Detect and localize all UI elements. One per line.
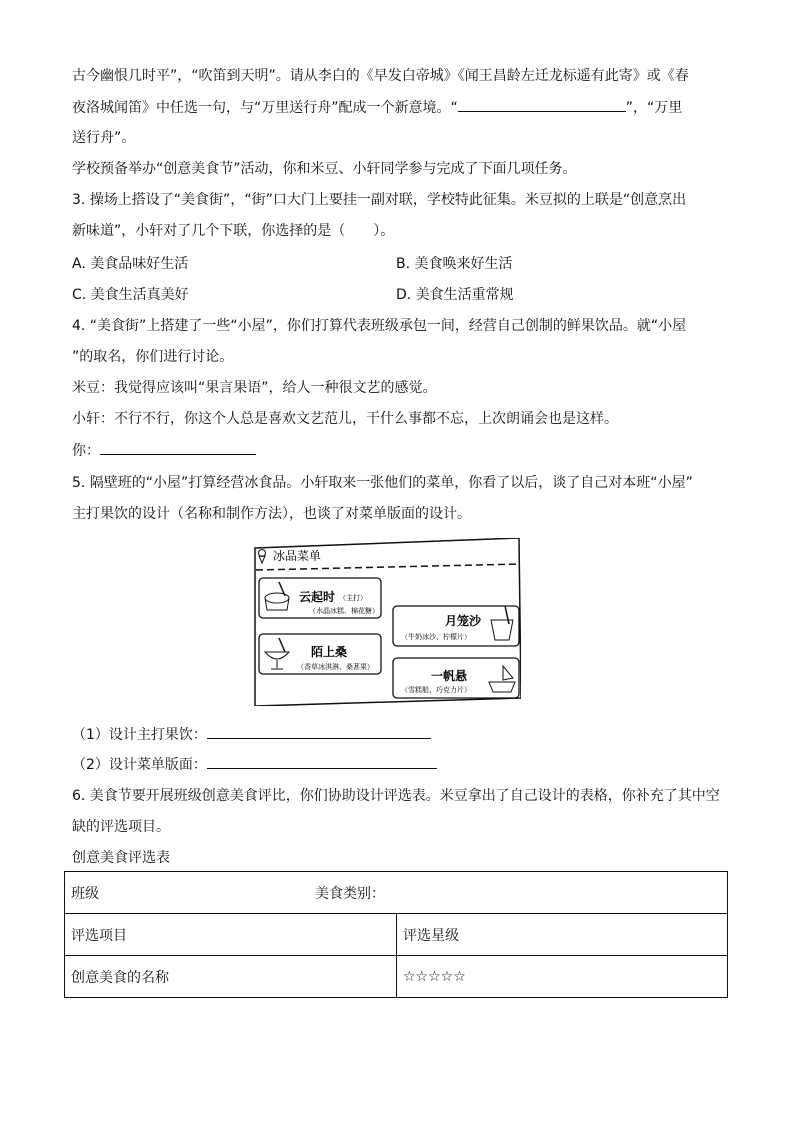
passage-text: ”，“万里 (625, 100, 683, 116)
table-cell-item: 创意美食的名称 (65, 956, 397, 998)
class-label: 班级 (71, 885, 99, 902)
passage-line: 送行舟”。 (72, 130, 136, 146)
option-b[interactable]: B. 美食唤来好生活 (396, 256, 513, 272)
answer-blank[interactable] (100, 440, 256, 455)
sub-question-1 (72, 724, 431, 745)
option-d[interactable]: D. 美食生活重常规 (396, 287, 514, 303)
menu-item-sub: （水晶冰糕、棉花糖） (309, 607, 379, 615)
table-header-item: 评选项目 (65, 914, 397, 956)
dialogue-xiaoxuan: 小轩：不行不行，你这个人总是喜欢文艺范儿，干什么事都不忘，上次朗诵会也是这样。 (72, 411, 618, 427)
dialogue-midou: 米豆：我觉得应该叫“果言果语”，给人一种很文艺的感觉。 (72, 380, 437, 396)
option-c[interactable]: C. 美食生活真美好 (72, 287, 189, 303)
evaluation-table (64, 871, 728, 998)
menu-item-tag: （主打） (339, 594, 367, 602)
question-4: 4. “美食街”上搭建了一些“小屋”，你们打算代表班级承包一间，经营自己创制的鲜果饮品。就“小屋 (72, 318, 687, 334)
menu-item-sub: （香草冰淇淋、桑葚果） (297, 663, 374, 671)
answer-blank[interactable] (207, 724, 431, 739)
question-3-cont: 新味道”，小轩对了几个下联，你选择的是（ ）。 (72, 223, 395, 239)
table-header-stars: 评选星级 (397, 914, 728, 956)
question-6-cont: 缺的评选项目。 (72, 819, 170, 835)
dialogue-you (72, 440, 256, 461)
star-rating[interactable]: ☆☆☆☆☆ (397, 956, 728, 998)
menu-item-name: 陌上桑 (311, 645, 348, 659)
menu-item-sub: （牛奶冰沙、柠檬片） (401, 633, 471, 641)
table-caption: 创意美食评选表 (72, 850, 170, 866)
menu-item-sub: （雪糕船、巧克力片） (401, 686, 471, 694)
table-row (65, 914, 728, 956)
question-3: 3. 操场上搭设了“美食街”，“街”口大门上要挂一副对联，学校特此征集。米豆拟的上联是“创意烹出 (72, 192, 687, 208)
menu-title: 冰品菜单 (273, 549, 322, 563)
ice-menu-figure (253, 538, 521, 706)
sub-question-1-label: （1）设计主打果饮： (72, 727, 207, 743)
question-4-cont: ”的取名，你们进行讨论。 (72, 349, 234, 365)
passage-text: 夜洛城闻笛》中任选一句，与“万里送行舟”配成一个新意境。“ (72, 100, 458, 116)
passage-line: 古今幽恨几时平”，“吹笛到天明”。请从李白的《早发白帝城》《闻王昌龄左迁龙标遥有此寄》或《春 (72, 68, 689, 84)
ice-menu-image (253, 538, 521, 706)
passage-line (72, 97, 682, 118)
table-row (65, 956, 728, 998)
table-row (65, 872, 728, 914)
question-6: 6. 美食节要开展班级创意美食评比，你们协助设计评选表。米豆拿出了自己设计的表格，你补充了其中空 (72, 788, 720, 804)
answer-blank[interactable] (458, 97, 626, 112)
dialogue-you-label: 你： (72, 443, 100, 459)
sub-question-2 (72, 754, 437, 775)
category-label: 美食类别： (315, 885, 385, 902)
question-5-cont: 主打果饮的设计（名称和制作方法），也谈了对菜单版面的设计。 (72, 506, 471, 522)
intro-line: 学校预备举办“创意美食节”活动，你和米豆、小轩同学参与完成了下面几项任务。 (72, 161, 577, 177)
menu-item-name: 一帆悬 (431, 669, 468, 683)
table-cell[interactable] (65, 872, 728, 914)
menu-item-name: 月笼沙 (445, 614, 482, 628)
question-5: 5. 隔壁班的“小屋”打算经营冰食品。小轩取来一张他们的菜单，你看了以后，谈了自己对本班“小屋” (72, 475, 693, 491)
option-a[interactable]: A. 美食品味好生活 (72, 256, 189, 272)
menu-item-name: 云起时 (299, 590, 336, 604)
answer-blank[interactable] (207, 754, 437, 769)
sub-question-2-label: （2）设计菜单版面： (72, 757, 207, 773)
